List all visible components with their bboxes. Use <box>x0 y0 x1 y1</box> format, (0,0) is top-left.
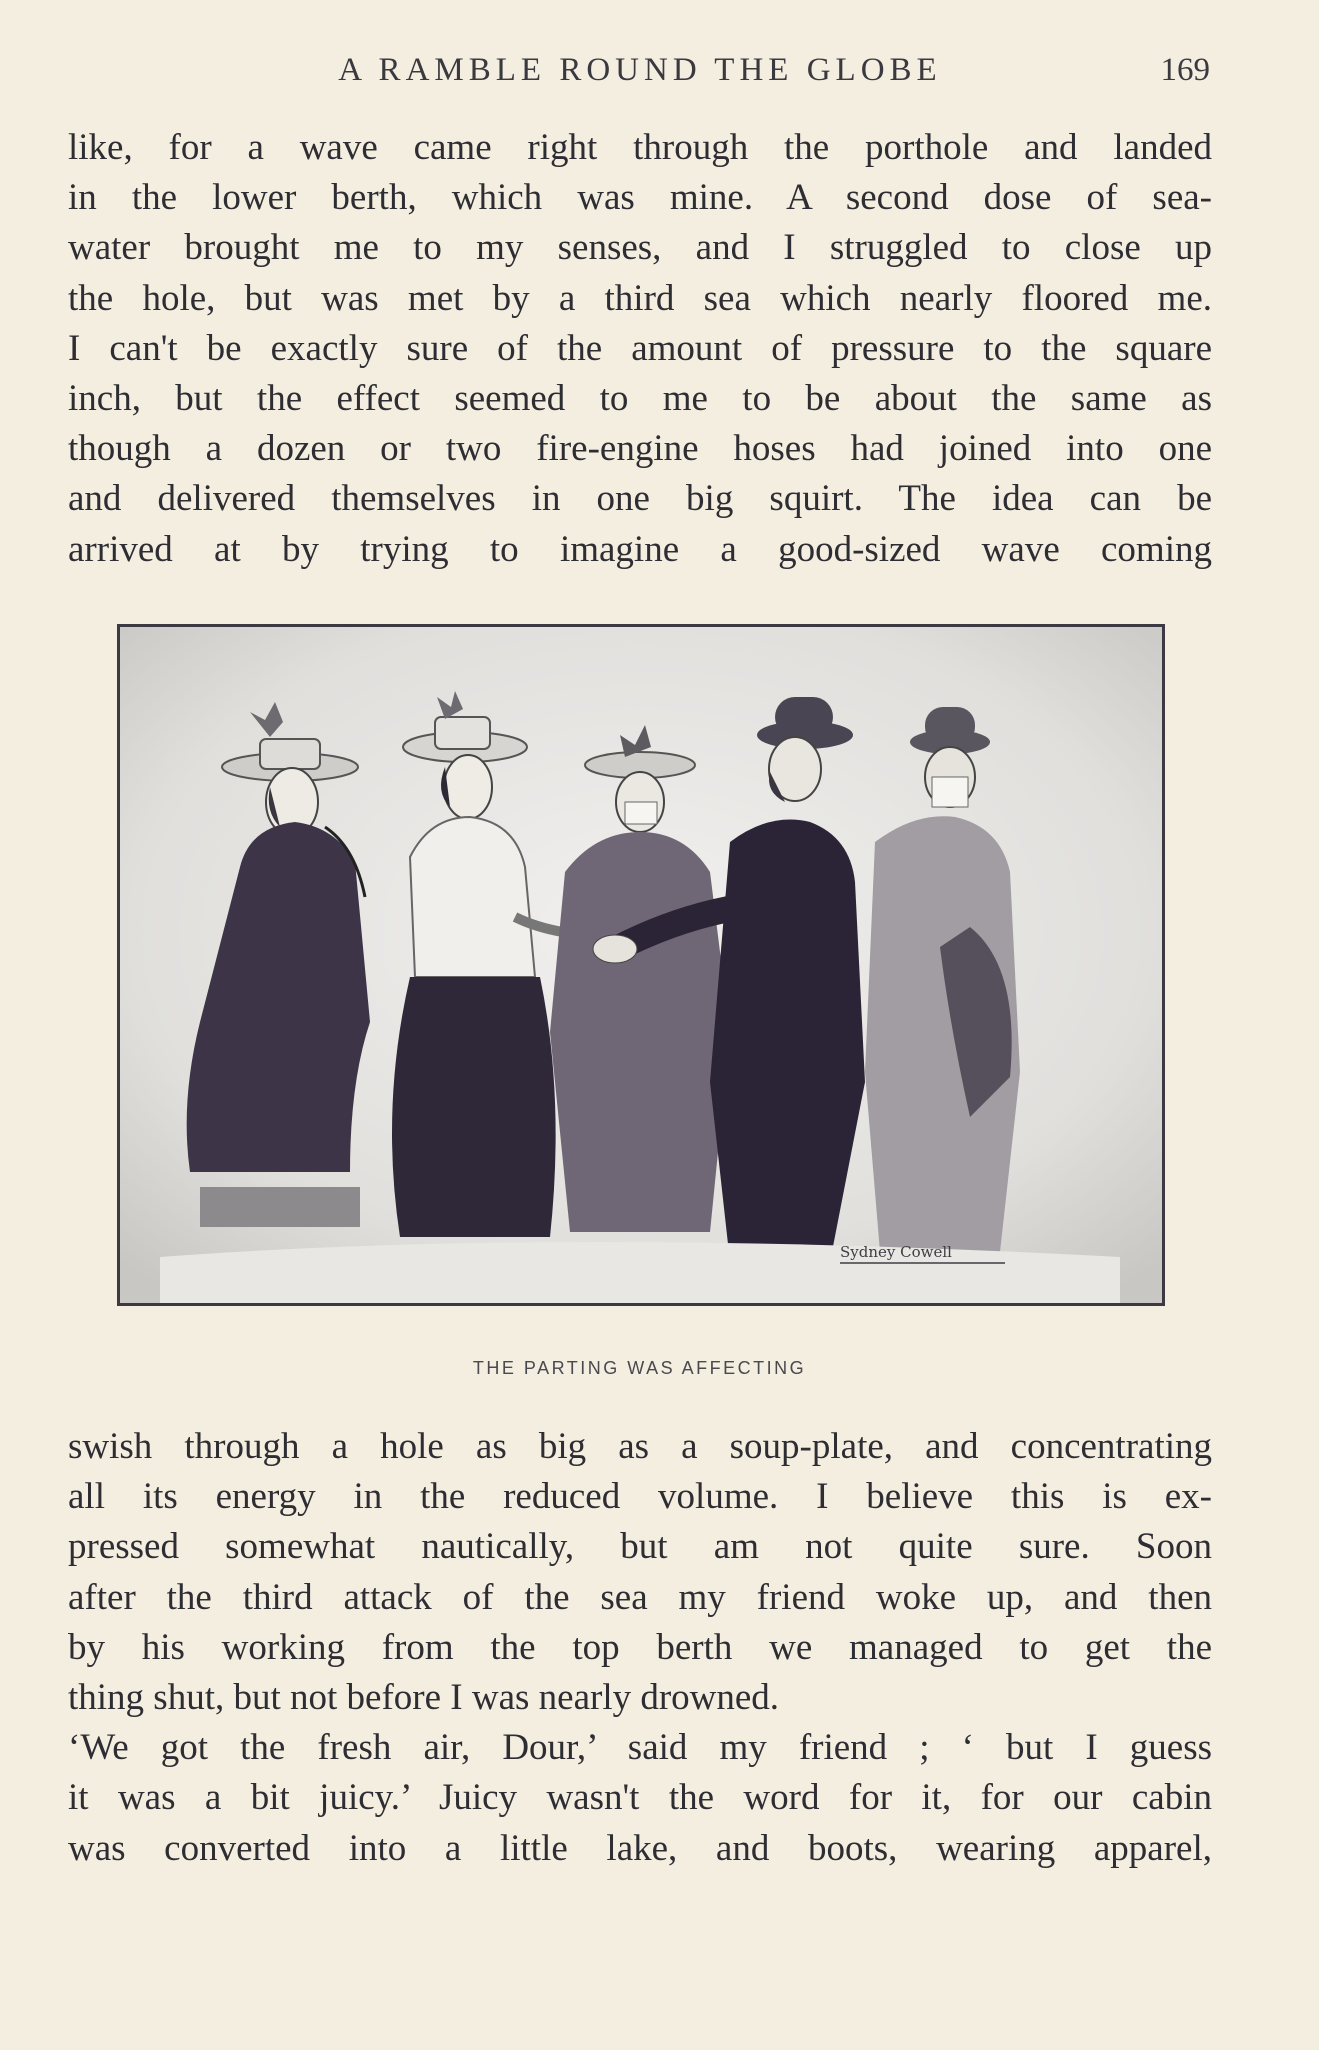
text-line: I can't be exactly sure of the amount of pressure to the square <box>68 327 1212 369</box>
text-line: was converted into a little lake, and boots, wearing apparel, <box>68 1827 1212 1869</box>
body-text-bottom <box>68 1422 1212 1874</box>
page-number: 169 <box>1160 52 1210 88</box>
body-text-top <box>68 123 1212 575</box>
running-head <box>70 52 1210 96</box>
text-line: in the lower berth, which was mine. A second dose of sea- <box>68 177 1212 219</box>
illustration <box>117 624 1165 1306</box>
illustration-drawing <box>120 627 1162 1303</box>
text-line: pressed somewhat nautically, but am not quite sure. Soon <box>68 1526 1212 1568</box>
text-line: arrived at by trying to imagine a good-sized wave coming <box>68 528 1212 570</box>
text-line: like, for a wave came right through the porthole and landed <box>68 127 1212 168</box>
text-line: by his working from the top berth we managed to get the <box>68 1626 1212 1668</box>
artist-signature: Sydney Cowell <box>840 1243 952 1261</box>
text-line: the hole, but was met by a third sea which nearly floored me. <box>68 277 1212 319</box>
text-line: inch, but the effect seemed to me to be about the same as <box>68 377 1212 419</box>
text-line: though a dozen or two fire-engine hoses had joined into one <box>68 428 1212 470</box>
text-line: water brought me to my senses, and I struggled to close up <box>68 227 1212 269</box>
figure-caption: THE PARTING WAS AFFECTING <box>472 1358 807 1378</box>
text-line: after the third attack of the sea my friend woke up, and then <box>68 1576 1212 1618</box>
text-line: all its energy in the reduced volume. I believe this is ex- <box>68 1476 1212 1518</box>
text-line: and delivered themselves in one big squirt. The idea can be <box>68 478 1212 520</box>
text-line: ‘We got the fresh air, Dour,’ said my friend ; ‘ but I guess <box>68 1727 1212 1769</box>
text-line: swish through a hole as big as a soup-plate, and concentrating <box>68 1426 1212 1467</box>
text-line: thing shut, but not before I was nearly drowned. <box>68 1676 780 1718</box>
running-title: A RAMBLE ROUND THE GLOBE <box>338 52 942 88</box>
text-line: it was a bit juicy.’ Juicy wasn't the word for it, for our cabin <box>68 1777 1212 1819</box>
